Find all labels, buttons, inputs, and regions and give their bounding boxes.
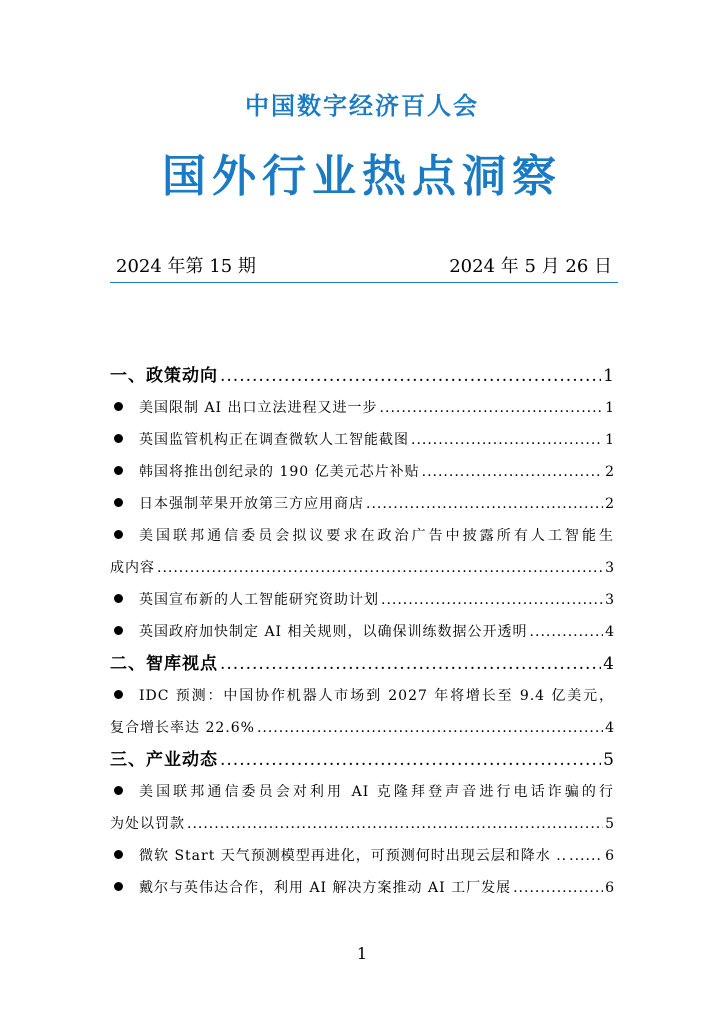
toc-page-number: 6 [605,880,614,896]
toc-item[interactable] [110,584,614,616]
toc-leader-dots [257,712,603,744]
bullet-icon [114,402,123,411]
toc-item-title: 戴尔与英伟达合作，利用 AI 解决方案推动 AI 工厂发展 [139,880,512,896]
toc-item-title: 微软 Start 天气预测模型再进化，可预测何时出现云层和降水 .. [139,848,568,864]
toc-item[interactable] [110,520,614,584]
toc-item-title: 美国限制 AI 出口立法进程又进一步 [139,400,378,416]
bullet-icon [114,466,123,475]
toc-item[interactable] [110,616,614,648]
toc-page-number: 3 [605,560,614,576]
toc-leader-dots [569,840,603,872]
toc-item[interactable] [110,872,614,904]
bullet-icon [114,786,123,795]
toc-item[interactable] [110,680,614,744]
toc-item-title-line2: 成内容 [110,560,155,576]
toc-page-number: 3 [605,592,614,608]
toc-leader-dots [513,872,603,904]
toc-page-number: 5 [605,816,614,832]
toc-section[interactable] [110,744,614,776]
issue-date: 2024 年 5 月 26 日 [449,256,612,277]
toc-item-title: 韩国将推出创纪录的 190 亿美元芯片补贴 [139,464,420,480]
toc-leader-dots [220,648,601,680]
bullet-icon [114,850,123,859]
bullet-icon [114,530,123,539]
toc-item[interactable] [110,488,614,520]
toc-page-number: 5 [603,750,614,770]
toc-item-title-line2: 为处以罚款 [110,816,185,832]
table-of-contents [110,360,614,904]
header-divider [110,282,618,283]
toc-item-title: 英国监管机构正在调查微软人工智能截图 [139,432,409,448]
issue-number: 2024 年第 15 期 [116,256,256,277]
toc-leader-dots [411,424,603,456]
toc-item[interactable] [110,456,614,488]
toc-section[interactable] [110,648,614,680]
toc-page-number: 1 [605,400,614,416]
bullet-icon [114,498,123,507]
toc-section[interactable] [110,360,614,392]
toc-page-number: 4 [605,720,614,736]
toc-leader-dots [220,744,601,776]
toc-item-title-line1: IDC 预测：中国协作机器人市场到 2027 年将增长至 9.4 亿美元， [139,688,614,704]
toc-leader-dots [187,808,603,840]
toc-item-title: 英国政府加快制定 AI 相关规则，以确保训练数据公开透明 [139,624,528,640]
issue-info-row [110,252,618,278]
org-name: 中国数字经济百人会 [245,92,479,120]
toc-item-title: 英国宣布新的人工智能研究资助计划 [139,592,379,608]
toc-item[interactable] [110,840,614,872]
toc-page-number: 2 [605,464,614,480]
toc-page-number: 4 [603,654,614,674]
toc-section-title: 一、政策动向 [110,366,218,386]
toc-page-number: 2 [605,496,614,512]
toc-item[interactable] [110,424,614,456]
toc-leader-dots [220,360,601,392]
toc-item-title-line1: 美国联邦通信委员会对利用 AI 克隆拜登声音进行电话诈骗的行 [139,784,614,800]
toc-page-number: 6 [605,848,614,864]
toc-page-number: 1 [605,432,614,448]
toc-section-title: 二、智库视点 [110,654,218,674]
toc-item-title: 日本强制苹果开放第三方应用商店 [139,496,364,512]
toc-leader-dots [157,552,603,584]
toc-leader-dots [422,456,603,488]
toc-leader-dots [381,584,603,616]
report-title: 国外行业热点洞察 [162,151,562,202]
toc-item[interactable] [110,392,614,424]
toc-leader-dots [366,488,603,520]
toc-item-title-line2: 复合增长率达 22.6% [110,720,255,736]
bullet-icon [114,594,123,603]
page-number: 1 [356,944,368,963]
toc-item-title-line1: 美国联邦通信委员会拟议要求在政治广告中披露所有人工智能生 [139,528,614,544]
toc-page-number: 1 [603,366,614,386]
bullet-icon [114,626,123,635]
toc-page-number: 4 [605,624,614,640]
bullet-icon [114,882,123,891]
toc-item[interactable] [110,776,614,840]
bullet-icon [114,690,123,699]
bullet-icon [114,434,123,443]
toc-leader-dots [380,392,604,424]
toc-leader-dots [530,616,604,648]
toc-section-title: 三、产业动态 [110,750,218,770]
